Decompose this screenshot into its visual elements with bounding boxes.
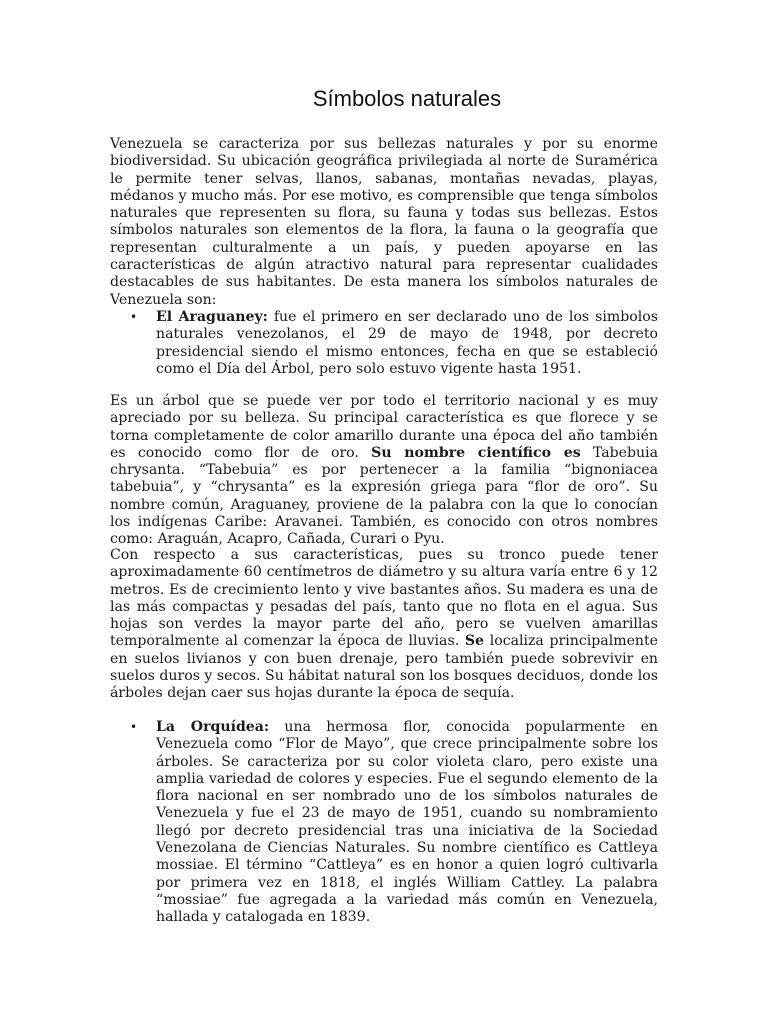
arbol-text-a: Es un árbol que se puede ver por todo el territorio nacional y es muy apreciado por su belleza. Su principal característica es que florece y se torna completamente de color amarillo durante una época del año también es conocido como flor de oro. — [110, 393, 658, 461]
caracteristicas-text-a: Con respecto a sus características, pues su tronco puede tener aproximadamente 60 centímetros de diámetro y su altura varía entre 6 y 12 metros. Es de crecimiento lento y vive bastantes años. Su madera es una de las más compactas y pesadas del país, tanto que no flota en el agua. Sus hojas son verdes la mayor parte del año, pero se vuelven amarillas temporalmente al comenzar la época de lluvias. — [110, 547, 658, 650]
caracteristicas-bold: Se — [464, 633, 485, 650]
orquidea-paragraph — [156, 719, 658, 927]
caracteristicas-paragraph — [110, 547, 658, 703]
araguaney-text: fue el primero en ser declarado uno de los simbolos naturales venezolanos, el 29 de mayo de 1948, por decreto presidencial siendo el mismo entonces, fecha en que se estableció como el Día del Árbol, pero solo estuvo vigente hasta 1951. — [156, 309, 658, 377]
bullet-icon: • — [130, 310, 138, 324]
arbol-paragraph — [110, 393, 658, 549]
arbol-text-b: Tabebuia chrysanta. “Tabebuia” es por pertenecer a la familia “bignoniacea tabebuia”, y “chrysanta” es la expresión griega para “flor de oro”. Su nombre común, Araguaney, proviene de la palabra con la que lo conocían los indígenas Caribe: Aravanei. También, es conocido con otros nombres como: Araguán, Acapro, Cañada, Curari o Pyu. — [110, 444, 658, 548]
page-title: Símbolos naturales — [312, 86, 502, 111]
orquidea-term: La Orquídea: — [156, 719, 270, 735]
arbol-bold: Su nombre científico es — [371, 444, 581, 461]
caracteristicas-text-b: localiza principalmente en suelos livianos y con buen drenaje, pero también puede sobrevivir en suelos duros y secos. Su hábitat natural son los bosques deciduos, donde los árboles dejan caer sus hojas durante la época de sequía. — [110, 633, 658, 702]
intro-paragraph: Venezuela se caracteriza por sus bellezas naturales y por su enorme biodiversidad. Su ubicación geográfica privilegiada al norte de Suramérica le permite tener selvas, llanos, sabanas, montañas nevadas, playas, médanos y mucho más. Por ese motivo, es comprensible que tenga símbolos naturales que representen su flora, su fauna y todas sus bellezas. Estos símbolos naturales son elementos de la flora, la fauna o la geografía que representan culturalmente a un país, y pueden apoyarse en las características de algún atractivo natural para representar cualidades destacables de sus habitantes. De esta manera los símbolos naturales de Venezuela son: — [110, 136, 658, 308]
araguaney-term: El Araguaney: — [156, 309, 268, 325]
araguaney-paragraph — [156, 309, 658, 378]
bullet-icon: • — [130, 720, 138, 734]
orquidea-text: una hermosa flor, conocida popularmente en Venezuela como “Flor de Mayo”, que crece principalmente sobre los árboles. Se caracteriza por su color violeta claro, pero existe una amplia variedad de colores y especies. Fue el segundo elemento de la flora nacional en ser nombrado uno de los símbolos naturales de Venezuela y fue el 23 de mayo de 1951, cuando su nombramiento llegó por decreto presidencial tras una iniciativa de la Sociedad Venezolana de Ciencias Naturales. Su nombre científico es Cattleya mossiae. El término “Cattleya” es en honor a quien logró cultivarla por primera vez en 1818, el inglés William Cattley. La palabra “mossiae” fue agregada a la variedad más común en Venezuela, hallada y catalogada en 1839. — [156, 719, 658, 926]
